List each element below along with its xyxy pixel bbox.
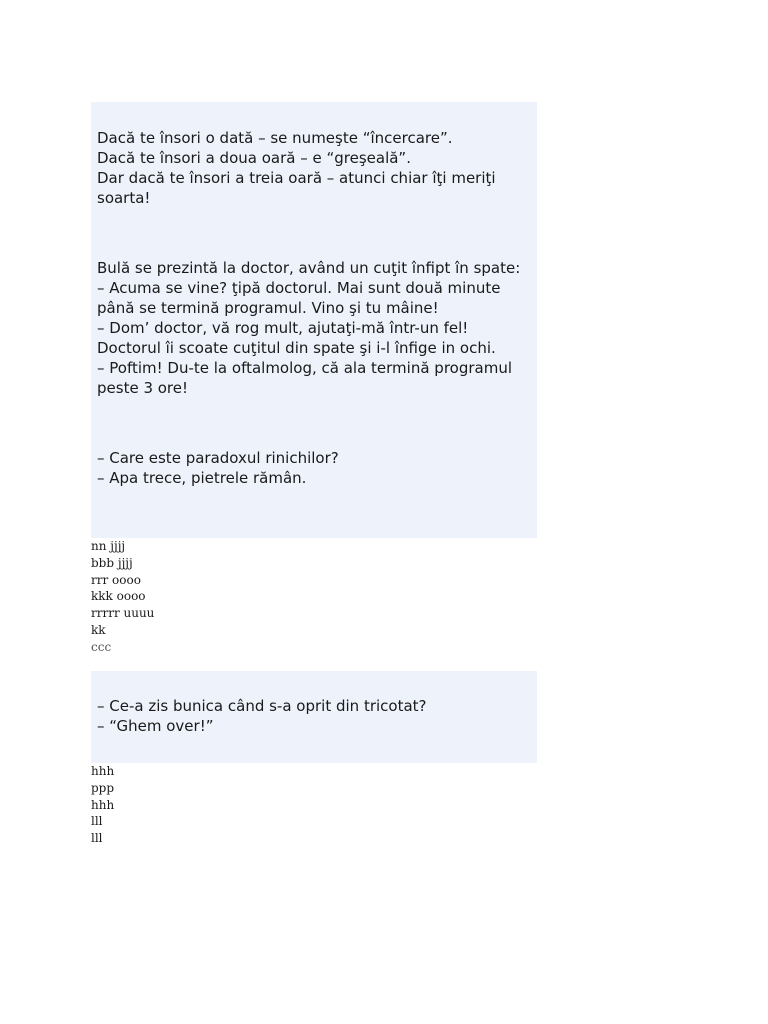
note-line: hhh [91, 764, 115, 778]
joke-doctor [97, 258, 531, 398]
note-line: lll [91, 814, 103, 829]
joke-grandma [97, 696, 531, 736]
note-line: bbb jjjj [91, 555, 133, 570]
note-line: rrrrr uuuu [91, 606, 155, 621]
joke-line: Dacă te însori a doua oară – e “greşeală”. [97, 149, 411, 167]
note-line: rrr oooo [91, 572, 141, 587]
joke-kidneys [97, 448, 531, 488]
joke-line: – Ce-a zis bunica când s-a oprit din tricotat? [97, 697, 427, 715]
joke-line: – Dom’ doctor, vă rog mult, ajutaţi-mă într-un fel! [97, 319, 469, 337]
joke-marriage [97, 128, 531, 208]
joke-line: Bulă se prezintă la doctor, având un cuţit înfipt în spate: [97, 259, 521, 277]
note-line: kkk oooo [91, 589, 146, 604]
joke-line: – Apa trece, pietrele rămân. [97, 469, 307, 487]
joke-line: – Acuma se vine? ţipă doctorul. Mai sunt două minute până se termină programul. Vino şi tu mâine! [97, 279, 506, 317]
joke-line: – “Ghem over!” [97, 717, 214, 735]
note-line: kk [91, 622, 106, 637]
notes-list-1 [91, 538, 154, 656]
note-line: ppp [91, 780, 115, 795]
joke-line: Dacă te însori o dată – se numeşte “încercare”. [97, 129, 453, 147]
note-line: hhh [91, 797, 115, 812]
note-line: nn jjjj [91, 539, 126, 553]
joke-line: Doctorul îi scoate cuţitul din spate şi i-l înfige in ochi. [97, 339, 496, 357]
jokes-block-1 [91, 102, 537, 538]
note-line: lll [91, 831, 103, 846]
notes-list-2 [91, 763, 114, 847]
joke-line: – Care este paradoxul rinichilor? [97, 449, 339, 467]
joke-line: – Poftim! Du-te la oftalmolog, că ala termină programul peste 3 ore! [97, 359, 517, 397]
joke-line: Dar dacă te însori a treia oară – atunci chiar îţi meriţi soarta! [97, 169, 501, 207]
note-line: ccc [91, 639, 112, 654]
jokes-block-2 [91, 671, 537, 763]
